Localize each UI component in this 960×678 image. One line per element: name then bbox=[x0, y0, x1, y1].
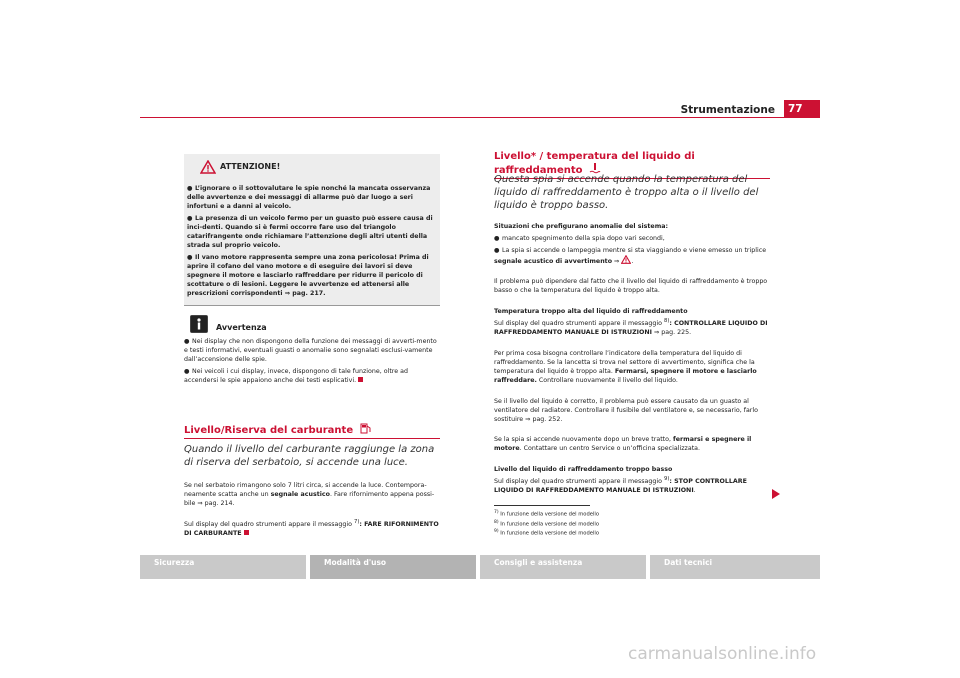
warning-item: ● La presenza di un veicolo fermo per un guasto può essere causa di inci-denti. Quando si è fermi occorre fare uso del triangolo catarifrangente onde richiamare l’attenzione degli altri utenti della strada sul proprio veicolo. bbox=[187, 215, 433, 249]
bullet: ● bbox=[187, 185, 193, 192]
coolant-heading: Livello* / temperatura del liquido di raffreddamento bbox=[494, 151, 770, 179]
coolant-fan: Se il livello del liquido è corretto, il problema può essere causato da un guasto al ventilatore del radiatore. Controllare il fusibile del ventilatore e, se necessario, farlo sostituire ⇒ pag. 252. bbox=[494, 398, 758, 423]
bullet: ● bbox=[187, 254, 193, 261]
footnote: $^{8)}$ In funzione della versione del modello bbox=[494, 519, 599, 528]
warning-list bbox=[187, 184, 437, 301]
warning-box bbox=[184, 154, 440, 306]
anomaly-item: ● La spia si accende o lampeggia mentre si sta viaggiando e viene emesso un triplice segnale acustico di avvertimento ⇒ . bbox=[494, 247, 767, 265]
footnotes bbox=[494, 509, 770, 538]
coolant-low-section: Livello del liquido di raffreddamento troppo basso Sul display del quadro strumenti appare il messaggio $^{9)}$: STOP CONTROLLARE LIQUIDO DI RAFFREDDAMENTO MANUALE DI ISTRUZIONI. bbox=[494, 466, 747, 495]
warning-item: ● Il vano motore rappresenta sempre una zona pericolosa! Prima di aprire il cofano del vano motore e di eseguire dei lavori si deve spegnere il motore e lasciarlo raffreddare per ridurre il pericolo di scottature o di lesioni. Leggere le avvertenze ed attenersi alle prescrizioni corrispondenti ⇒ pag. 217. bbox=[187, 254, 429, 297]
continue-arrow-icon bbox=[772, 489, 780, 499]
note-title: Avvertenza bbox=[216, 323, 267, 332]
warning-triangle-icon bbox=[200, 160, 216, 174]
fuel-intro: Quando il livello del carburante raggiunge la zona di riserva del serbatoio, si accende una luce. bbox=[184, 444, 435, 468]
fuel-paragraph-1: Se nel serbatoio rimangono solo 7 litri circa, si accende la luce. Contempora-neamente scatta anche un segnale acustico. Fare rifornimento appena possi-bile ⇒ pag. 214. bbox=[184, 482, 435, 507]
tab-sicurezza[interactable]: Sicurezza bbox=[140, 555, 306, 579]
end-marker bbox=[358, 377, 363, 382]
watermark: carmanualsonline.info bbox=[628, 644, 817, 664]
coolant-hot-section: Temperatura troppo alta del liquido di raffreddamento Sul display del quadro strumenti appare il messaggio $^{8)}$: CONTROLLARE LIQUIDO DI RAFFREDDAMENTO MANUALE DI ISTRUZIONI ⇒ pag. 225. bbox=[494, 308, 768, 337]
chapter-title: Strumentazione bbox=[680, 104, 775, 116]
coolant-again: Se la spia si accende nuovamente dopo un breve tratto, fermarsi e spegnere il motore. Contattare un centro Service o un’officina specializzata. bbox=[494, 436, 752, 452]
warning-title-row bbox=[184, 158, 440, 174]
tab-dati-tecnici[interactable]: Dati tecnici bbox=[650, 555, 820, 579]
warning-title: ATTENZIONE! bbox=[220, 162, 281, 171]
bullet: ● bbox=[187, 215, 193, 222]
end-marker bbox=[244, 530, 249, 535]
anomaly-item: ● mancato spegnimento della spia dopo vari secondi, bbox=[494, 235, 665, 242]
coolant-cause: Il problema può dipendere dal fatto che il livello del liquido di raffreddamento è troppo basso o che la temperatura del liquido è troppo alta. bbox=[494, 278, 768, 294]
note-list bbox=[184, 337, 440, 388]
footnote-rule bbox=[494, 505, 590, 506]
warning-triangle-icon bbox=[621, 255, 631, 264]
warning-item: ● L’ignorare o il sottovalutare le spie nonché la mancata osservanza delle avvertenze e dei messaggi di allarme può dar luogo a seri infortuni e a danni al veicolo. bbox=[187, 185, 431, 210]
coolant-check: Per prima cosa bisogna controllare l’indicatore della temperatura del liquido di raffreddamento. Se la lancetta si trova nel settore di avvertimento, significa che la temperatura del liquido è troppo alta. Fermarsi, spegnere il motore e lasciarlo raffreddare. Controllare nuovamente il livello del liquido. bbox=[494, 350, 757, 384]
coolant-anomalies: Situazioni che prefigurano anomalie del sistema: ● mancato spegnimento della spia dopo vari secondi, ● La spia si accende o lampeggia mentre si sta viaggiando e viene emesso un triplice segnale acustico di avvertimento ⇒ . bbox=[494, 222, 770, 266]
fuel-paragraph-2: Sul display del quadro strumenti appare il messaggio $^{7)}$: FARE RIFORNIMENTO DI CARBURANTE bbox=[184, 519, 439, 538]
note-item: ● Nei display che non dispongono della funzione dei messaggi di avverti-mento e testi informativi, eventuali guasti o anomalie sono segnalati esclusi-vamente dall’accensione delle spie. bbox=[184, 338, 437, 363]
tab-consigli-assistenza[interactable]: Consigli e assistenza bbox=[480, 555, 646, 579]
page-number: 77 bbox=[784, 100, 820, 118]
header-rule bbox=[140, 117, 820, 118]
tab-modalita-duso[interactable]: Modalità d'uso bbox=[310, 555, 476, 579]
note-item: ● Nei veicoli i cui display, invece, dispongono di tale funzione, oltre ad accendersi le spie appaiono anche dei testi esplicativi. bbox=[184, 368, 408, 384]
section-tabs bbox=[140, 555, 820, 579]
footnote: $^{9)}$ In funzione della versione del modello bbox=[494, 529, 599, 538]
coolant-intro: Questa spia si accende quando la temperatura del liquido di raffreddamento è troppo alta o il livello del liquido è troppo basso. bbox=[494, 174, 759, 211]
fuel-pump-icon bbox=[360, 422, 372, 434]
fuel-heading: Livello/Riserva del carburante bbox=[184, 422, 440, 439]
info-note-icon bbox=[190, 315, 208, 333]
footnote: $^{7)}$ In funzione della versione del modello bbox=[494, 510, 599, 518]
